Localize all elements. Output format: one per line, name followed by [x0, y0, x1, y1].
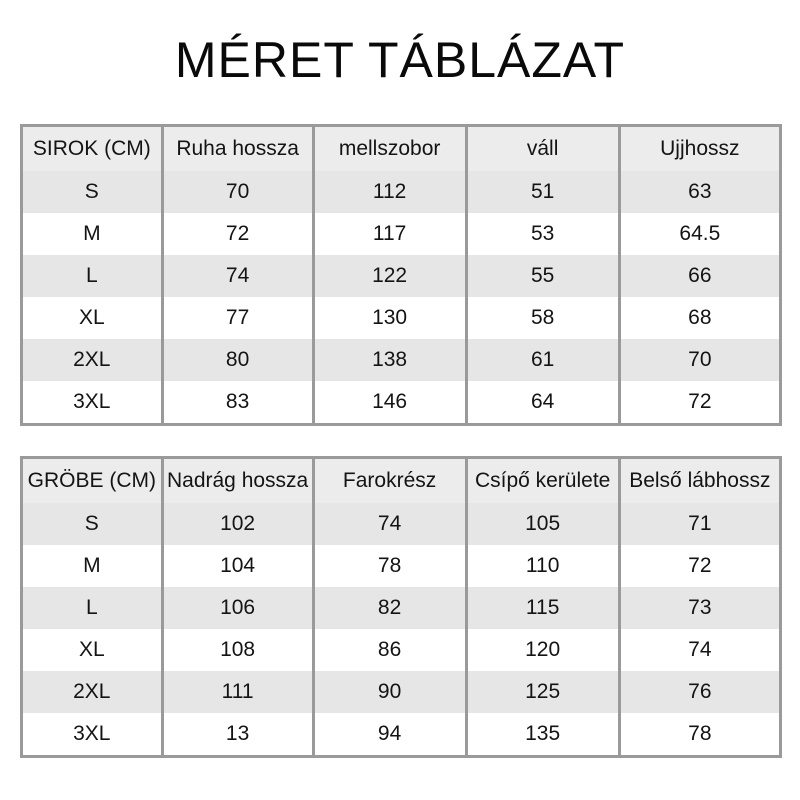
- table-cell: 104: [162, 545, 313, 587]
- table-cell: 77: [162, 297, 313, 339]
- table-cell: L: [22, 587, 163, 629]
- table-row: [22, 629, 781, 671]
- table-cell: 138: [313, 339, 466, 381]
- table-cell: 106: [162, 587, 313, 629]
- header-cell-length: Ruha hossza: [162, 126, 313, 172]
- table-row: [22, 671, 781, 713]
- table-cell: M: [22, 545, 163, 587]
- table-cell: 64: [466, 381, 619, 425]
- table-cell: 73: [619, 587, 780, 629]
- table-cell: 105: [466, 503, 619, 545]
- table-cell: 94: [313, 713, 466, 757]
- table-cell: 135: [466, 713, 619, 757]
- table-cell: 2XL: [22, 671, 163, 713]
- table-cell: 86: [313, 629, 466, 671]
- top-size-table: [20, 124, 782, 426]
- table-row: [22, 381, 781, 425]
- table-cell: 120: [466, 629, 619, 671]
- table-row: [22, 297, 781, 339]
- table-cell: 70: [619, 339, 780, 381]
- table-row: [22, 587, 781, 629]
- table-cell: 80: [162, 339, 313, 381]
- table-cell: XL: [22, 297, 163, 339]
- table-cell: 82: [313, 587, 466, 629]
- table-row: [22, 339, 781, 381]
- table-cell: 74: [619, 629, 780, 671]
- table-cell: 78: [619, 713, 780, 757]
- table-cell: 122: [313, 255, 466, 297]
- page-title: MÉRET TÁBLÁZAT: [174, 32, 626, 88]
- table-cell: 58: [466, 297, 619, 339]
- header-cell-size: SIROK (CM): [22, 126, 163, 172]
- table-cell: S: [22, 171, 163, 213]
- table-cell: 55: [466, 255, 619, 297]
- table-cell: 51: [466, 171, 619, 213]
- table-cell: 13: [162, 713, 313, 757]
- table-cell: 3XL: [22, 381, 163, 425]
- table-cell: 72: [619, 545, 780, 587]
- bottom-size-table: [20, 456, 782, 758]
- table-cell: 61: [466, 339, 619, 381]
- header-cell-pants-length: Nadrág hossza: [162, 458, 313, 504]
- table-cell: 2XL: [22, 339, 163, 381]
- table-cell: 72: [619, 381, 780, 425]
- table-cell: 111: [162, 671, 313, 713]
- table-cell: 53: [466, 213, 619, 255]
- table-row: [22, 713, 781, 757]
- table-cell: 83: [162, 381, 313, 425]
- table-cell: 72: [162, 213, 313, 255]
- header-cell-rise: Farokrész: [313, 458, 466, 504]
- table-cell: 71: [619, 503, 780, 545]
- table-cell: 74: [162, 255, 313, 297]
- table-header-row: [22, 126, 781, 172]
- table-cell: 117: [313, 213, 466, 255]
- header-cell-inseam: Belső lábhossz: [619, 458, 780, 504]
- table-cell: 110: [466, 545, 619, 587]
- table-row: [22, 171, 781, 213]
- header-cell-bust: mellszobor: [313, 126, 466, 172]
- table-cell: 102: [162, 503, 313, 545]
- table-cell: S: [22, 503, 163, 545]
- table-cell: 90: [313, 671, 466, 713]
- table-cell: 70: [162, 171, 313, 213]
- table-cell: L: [22, 255, 163, 297]
- table-header-row: [22, 458, 781, 504]
- table-cell: 74: [313, 503, 466, 545]
- table-cell: 63: [619, 171, 780, 213]
- table-row: [22, 503, 781, 545]
- header-cell-sleeve: Ujjhossz: [619, 126, 780, 172]
- table-row: [22, 545, 781, 587]
- header-cell-shoulder: váll: [466, 126, 619, 172]
- table-row: [22, 255, 781, 297]
- table-row: [22, 213, 781, 255]
- table-cell: 68: [619, 297, 780, 339]
- table-cell: 64.5: [619, 213, 780, 255]
- table-cell: XL: [22, 629, 163, 671]
- table-cell: 146: [313, 381, 466, 425]
- table-cell: 76: [619, 671, 780, 713]
- table-cell: 3XL: [22, 713, 163, 757]
- table-cell: 66: [619, 255, 780, 297]
- table-cell: M: [22, 213, 163, 255]
- header-cell-size: GRÖBE (CM): [22, 458, 163, 504]
- header-cell-hip: Csípő kerülete: [466, 458, 619, 504]
- table-cell: 115: [466, 587, 619, 629]
- table-cell: 112: [313, 171, 466, 213]
- table-cell: 78: [313, 545, 466, 587]
- table-cell: 125: [466, 671, 619, 713]
- table-cell: 130: [313, 297, 466, 339]
- table-cell: 108: [162, 629, 313, 671]
